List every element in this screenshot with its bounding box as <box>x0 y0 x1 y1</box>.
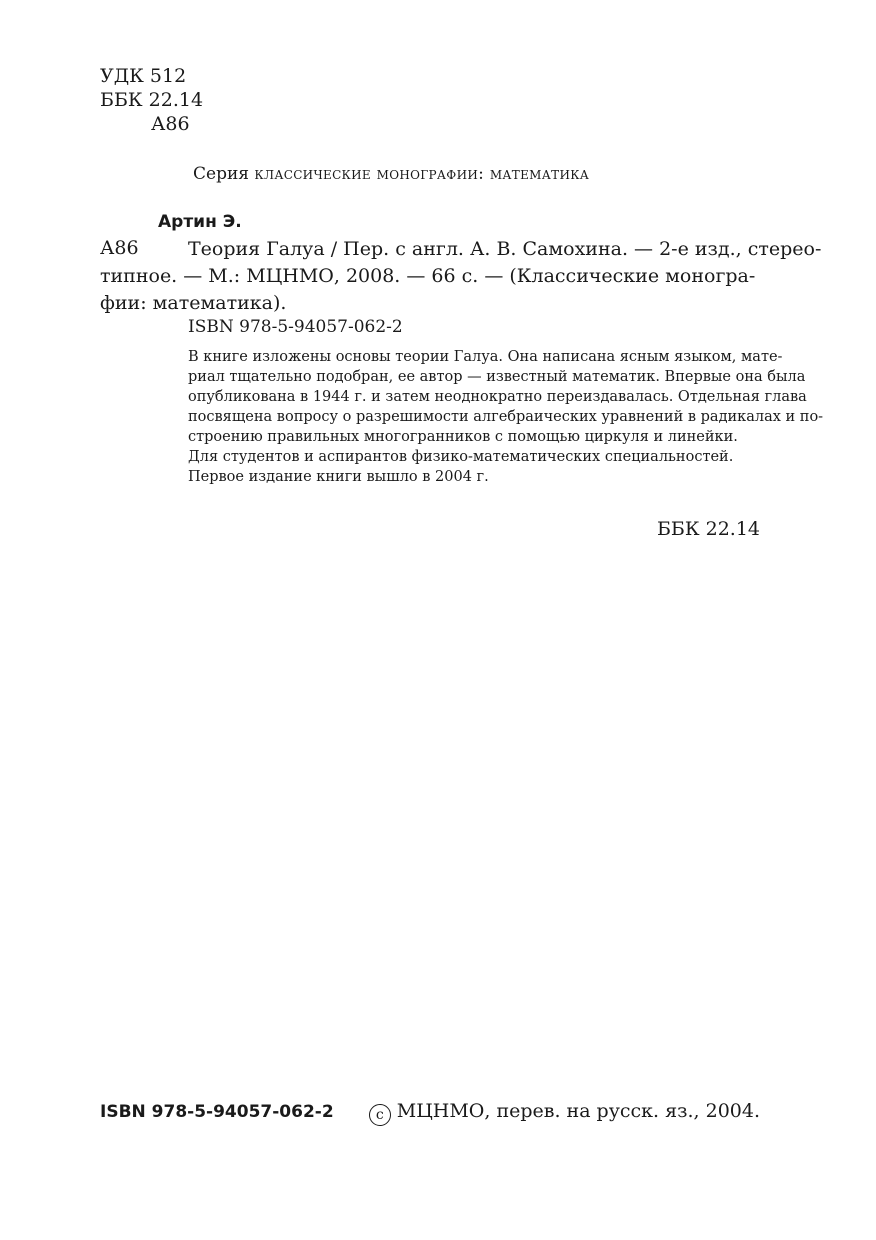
bib-line: фии: математика). <box>100 292 287 314</box>
author-mark-top: А86 <box>151 113 190 135</box>
isbn-inline: ISBN 978-5-94057-062-2 <box>188 317 403 337</box>
series-name: классические монографии: математика <box>254 164 590 184</box>
bibliographic-description <box>100 236 822 317</box>
copyright-text: МЦНМО, перев. на русск. яз., 2004. <box>396 1100 760 1122</box>
author-name: Артин Э. <box>158 212 242 232</box>
udk-code: УДК 512 <box>100 65 187 87</box>
series-prefix: Серия <box>193 164 250 184</box>
annotation-line: риал тщательно подобран, ее автор — известный математик. Впервые она была <box>188 369 806 385</box>
annotation-first-edition: Первое издание книги вышло в 2004 г. <box>188 469 489 485</box>
copyright-line <box>369 1099 760 1126</box>
annotation-line: опубликована в 1944 г. и затем неоднократно переиздавалась. Отдельная глава <box>188 389 807 405</box>
series-line <box>193 163 589 185</box>
bib-line: типное. — М.: МЦНМО, 2008. — 66 с. — (Классические моногра- <box>100 265 756 287</box>
annotation-line: посвящена вопросу о разрешимости алгебраических уравнений в радикалах и по- <box>188 409 824 425</box>
isbn-footer: ISBN 978-5-94057-062-2 <box>100 1102 334 1122</box>
annotation-audience: Для студентов и аспирантов физико-математических специальностей. <box>188 449 734 465</box>
annotation <box>188 347 824 487</box>
author-mark-left: А86 <box>100 237 139 259</box>
annotation-line: В книге изложены основы теории Галуа. Она написана ясным языком, мате- <box>188 349 783 365</box>
bbk-code-right: ББК 22.14 <box>656 518 760 540</box>
bib-line: Теория Галуа / Пер. с англ. А. В. Самохина. — 2-е изд., стерео- <box>188 238 822 260</box>
copyright-icon: c <box>369 1104 391 1126</box>
annotation-line: строению правильных многогранников с помощью циркуля и линейки. <box>188 429 738 445</box>
bbk-code-top: ББК 22.14 <box>100 89 204 111</box>
